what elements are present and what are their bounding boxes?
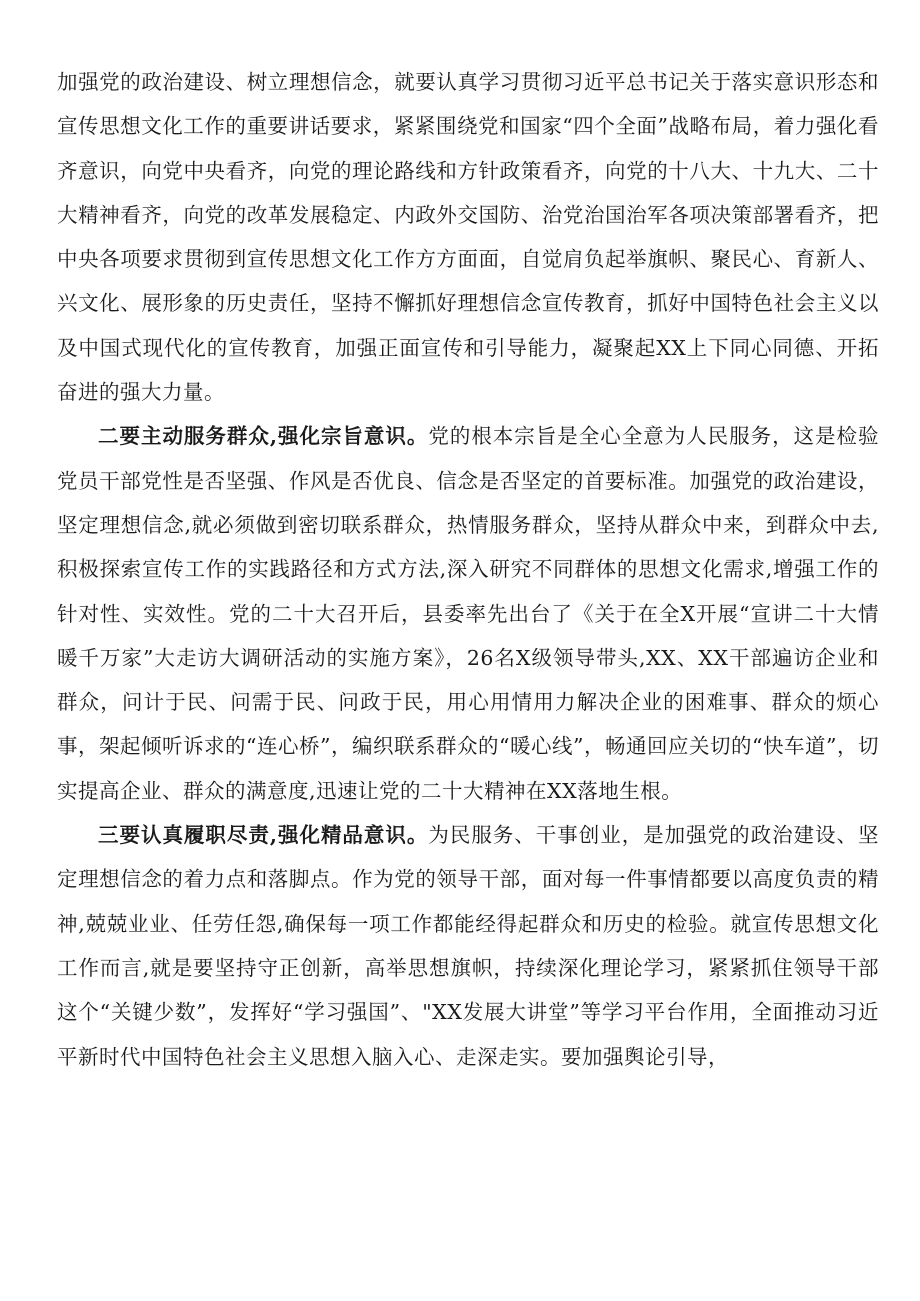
paragraph-1-text: 加强党的政治建设、树立理想信念，就要认真学习贯彻习近平总书记关于落实意识形态和宣传思想文化工作的重要讲话要求，紧紧围绕党和国家“四个全面”战略布局，着力强化看齐意识，向党中央看齐，向党的理论路线和方针政策看齐，向党的十八大、十九大、二十大精神看齐，向党的改革发展稳定、内政外交国防、治党治国治军各项决策部署看齐，把中央各项要求贯彻到宣传思想文化工作方方面面，自觉肩负起举旗帜、聚民心、育新人、兴文化、展形象的历史责任，坚持不懈抓好理想信念宣传教育，抓好中国特色社会主义以及中国式现代化的宣传教育，加强正面宣传和引导能力，凝聚起XX上下同心同德、开拓奋进的强大力量。: [57, 70, 879, 405]
paragraph-2-heading: 二要主动服务群众,强化宗旨意识。: [98, 424, 429, 449]
paragraph-3-text: 为民服务、干事创业，是加强党的政治建设、坚定理想信念的着力点和落脚点。作为党的领导干部，面对每一件事情都要以高度负责的精神,兢兢业业、任劳任怨,确保每一项工作都能经得起群众和历史的检验。就宣传思想文化工作而言,就是要坚持守正创新，高举思想旗帜，持续深化理论学习，紧紧抓住领导干部这个“关键少数”，发挥好“学习强国”、"XX发展大讲堂”等学习平台作用，全面推动习近平新时代中国特色社会主义思想入脑入心、走深走实。要加强舆论引导，: [57, 823, 880, 1069]
paragraph-3: [57, 813, 879, 1079]
paragraph-1: [57, 60, 879, 414]
paragraph-2-text: 党的根本宗旨是全心全意为人民服务，这是检验党员干部党性是否坚强、作风是否优良、信念是否坚定的首要标准。加强党的政治建设，坚定理想信念,就必须做到密切联系群众，热情服务群众，坚持从群众中来，到群众中去,积极探索宣传工作的实践路径和方式方法,深入研究不同群体的思想文化需求,增强工作的针对性、实效性。党的二十大召开后，县委率先出台了《关于在全X开展“宣讲二十大情暖千万家”大走访大调研活动的实施方案》，26名X级领导带头,XX、XX干部遍访企业和群众，问计于民、问需于民、问政于民，用心用情用力解决企业的困难事、群众的烦心事，架起倾听诉求的“连心桥”，编织联系群众的“暖心线”，畅通回应关切的“快车道”，切实提高企业、群众的满意度,迅速让党的二十大精神在XX落地生根。: [57, 424, 880, 803]
document-page: [57, 60, 879, 1079]
paragraph-3-heading: 三要认真履职尽责,强化精品意识。: [98, 823, 429, 848]
paragraph-2: [57, 414, 879, 813]
